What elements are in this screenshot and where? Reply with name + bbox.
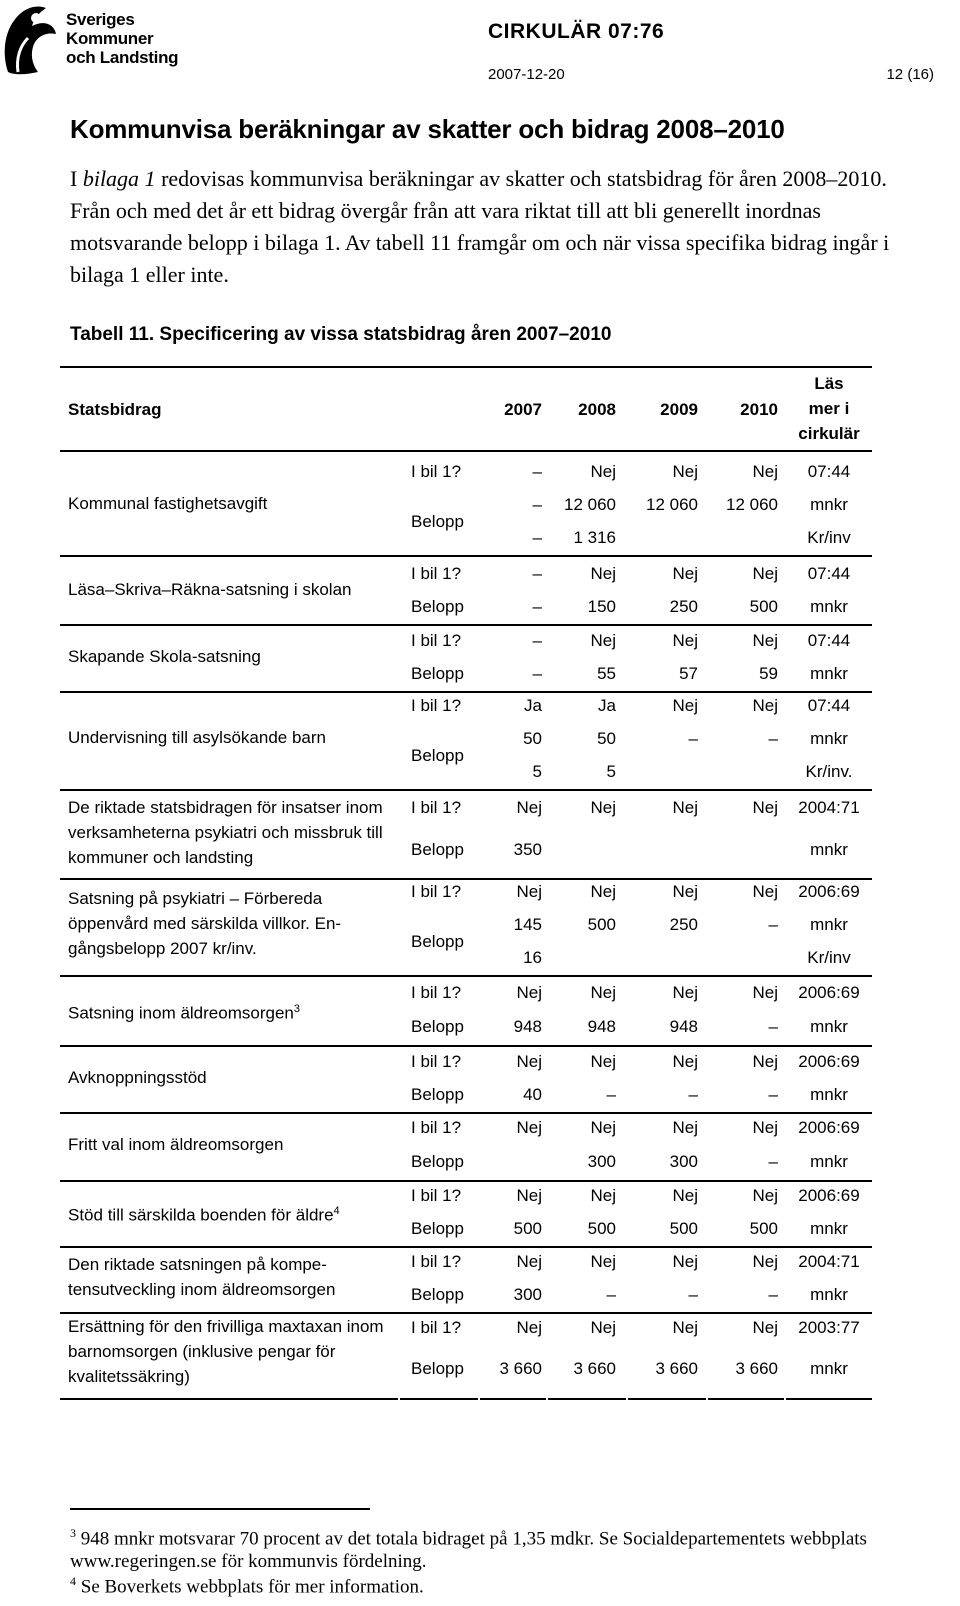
table-cell: Nej [672,1252,698,1271]
table-cell: 5 [532,762,542,781]
table-cell: 2003:77 [798,1318,860,1337]
table-cell: Nej [672,1318,698,1337]
group-name-text: Satsning inom äldreomsorgen [68,1003,294,1023]
table-cell: Ja [524,696,542,715]
table-cell: – [688,729,698,748]
group-name-line: Den riktade satsningen på kompe- [68,1255,327,1274]
table-cell: Nej [752,564,778,583]
table-cell: – [606,1285,616,1304]
table-cell: Nej [752,882,778,901]
table-cell: – [688,1085,698,1104]
table-cell: – [688,1285,698,1304]
table-rule-segment [708,1398,784,1400]
table-cell: Nej [516,1118,542,1137]
table-cell: Kr/inv [807,528,851,547]
table-cell: Nej [516,983,542,1002]
table-cell: 350 [513,840,542,859]
table-cell: Nej [590,1318,616,1337]
table-cell: 50 [523,729,542,748]
row-label: Belopp [411,1152,464,1171]
table-cell: 3 660 [499,1359,542,1378]
table-cell: mnkr [810,915,848,934]
group-name [68,997,388,1026]
table-cell: 500 [749,1219,778,1238]
table-cell: 2006:69 [798,1118,860,1137]
table-cell: Nej [672,696,698,715]
logo-line: Kommuner [66,29,154,48]
table-cell: Kr/inv [807,948,851,967]
circular-number: CIRKULÄR 07:76 [488,20,665,43]
group-name-text: Undervisning till asylsökande barn [68,728,326,747]
table-cell: Nej [752,1052,778,1071]
page-number: 12 (16) [886,66,934,83]
row-label: Belopp [411,840,464,859]
row-label: Belopp [411,664,464,683]
table-cell: – [532,631,542,650]
table-cell: – [768,1085,778,1104]
group-name [68,577,388,602]
row-label: Belopp [411,1359,464,1378]
table-cell: Nej [590,1186,616,1205]
table-rule [60,1246,872,1248]
group-name [68,1199,388,1228]
table-cell: 40 [523,1085,542,1104]
table-cell: 59 [759,664,778,683]
table-cell: mnkr [810,495,848,514]
row-label: Belopp [411,745,464,765]
table-cell: mnkr [810,597,848,616]
table-cell: 948 [669,1017,698,1036]
table-cell: Nej [516,1318,542,1337]
table-cell: Nej [672,1118,698,1137]
table-cell: Nej [752,462,778,481]
section-heading: Kommunvisa beräkningar av skatter och bidrag 2008–2010 [70,114,785,144]
table-cell: Nej [752,798,778,817]
col-header-ref: Läs [814,374,844,393]
table-rule-segment [60,1398,398,1400]
row-label: Belopp [411,1219,464,1238]
table-cell: 3 660 [655,1359,698,1378]
group-name [68,1132,388,1157]
group-name-text: Ersättning för den frivilliga maxtaxan inom barnomsorgen (inklusive pengar för kvalitetssäkring) [68,1316,384,1386]
table-cell: 3 660 [573,1359,616,1378]
group-name [68,644,388,669]
table-cell: Nej [672,1052,698,1071]
row-label: I bil 1? [411,564,462,583]
row-label: I bil 1? [411,1118,462,1137]
table-rule-segment [400,1398,478,1400]
table-cell: Nej [752,1252,778,1271]
table-cell: Nej [590,1052,616,1071]
table-cell: – [768,729,778,748]
table-cell: 500 [587,1219,616,1238]
table-cell: mnkr [810,729,848,748]
table-cell: Nej [672,882,698,901]
table-cell: Nej [516,1052,542,1071]
logo-line: Sveriges [66,10,135,29]
row-label: I bil 1? [411,631,462,650]
table-cell: 07:44 [807,631,851,650]
row-label: Belopp [411,1085,464,1104]
table-rule [60,975,872,977]
table-cell: Nej [590,798,616,817]
table-cell: 250 [669,597,698,616]
row-label: I bil 1? [411,1186,462,1205]
table-rule [60,1180,872,1182]
intro-text-post: redovisas kommunvisa beräkningar av skatter och statsbidrag för åren 2008–2010. Från och med det år ett bidrag övergår från att vara riktat till att bli generellt inordnas motsvarande belopp i bilaga 1. Av tabell 11 framgår om och när vissa specifika bidrag ingår i bilaga 1 eller inte. [70,166,890,287]
row-label: I bil 1? [411,1052,462,1071]
table-cell: 2006:69 [798,1186,860,1205]
table-cell: – [768,1285,778,1304]
table-cell: mnkr [810,1359,848,1378]
col-header-year: 2009 [660,400,698,419]
group-name-text: De riktade statsbidragen för insatser inom verksamheterna psykiatri och missbruk till kommuner och landsting [68,797,383,867]
footnote-4 [70,1570,900,1598]
table-cell: Nej [516,1252,542,1271]
table-cell: Kr/inv. [805,762,853,781]
table-rule [60,691,872,693]
row-label: I bil 1? [411,1318,462,1337]
table-cell: 150 [587,597,616,616]
table-cell: – [532,462,542,481]
table-rule-segment [548,1398,626,1400]
table-rule-segment [628,1398,706,1400]
footnote-number: 4 [70,1574,76,1588]
logo-line: och Landsting [66,48,179,67]
table-cell: – [768,915,778,934]
table-cell: 300 [513,1285,542,1304]
table-cell: 16 [523,948,542,967]
table-cell: 3 660 [735,1359,778,1378]
document-date: 2007-12-20 [488,66,565,83]
table-cell: mnkr [810,1017,848,1036]
group-name [68,725,388,750]
table-cell: Nej [590,882,616,901]
table-rule [60,878,872,880]
row-label: Belopp [411,1285,464,1304]
table-caption: Tabell 11. Specificering av vissa statsbidrag åren 2007–2010 [70,324,612,345]
table-cell: mnkr [810,664,848,683]
table-cell: mnkr [810,1085,848,1104]
col-header-ref: cirkulär [798,424,860,443]
table-cell: Nej [590,462,616,481]
group-name [68,1252,388,1302]
table-cell: Nej [516,882,542,901]
table-cell: 12 060 [646,495,698,514]
table-cell: 948 [513,1017,542,1036]
row-label: I bil 1? [411,696,462,715]
intro-text-pre: I [70,166,83,191]
table-cell: mnkr [810,1219,848,1238]
group-name-line: gångsbelopp 2007 kr/inv. [68,939,257,958]
table-cell: 2006:69 [798,882,860,901]
table-cell: 2006:69 [798,1052,860,1071]
table-cell: – [532,564,542,583]
group-name-line: Satsning på psykiatri – Förbereda [68,889,323,908]
table-cell: 2004:71 [798,798,860,817]
col-header-year: 2010 [740,400,778,419]
table-cell: Nej [752,631,778,650]
col-header-year: 2007 [504,400,542,419]
group-name-text: Stöd till särskilda boenden för äldre [68,1205,334,1225]
group-name-line: öppenvård med särskilda villkor. En- [68,914,342,933]
logo-wordmark [66,10,178,67]
footnote-3 [70,1522,900,1573]
table-rule [60,450,872,452]
table-cell: Nej [516,798,542,817]
footnote-rule [70,1508,370,1510]
table-rule [60,1112,872,1114]
group-name [68,886,388,961]
table-cell: 07:44 [807,696,851,715]
table-rule [60,366,872,368]
table-cell: Ja [598,696,616,715]
table-cell: 07:44 [807,462,851,481]
footnote-ref: 3 [293,1002,300,1015]
col-header-ref: mer i [808,399,850,418]
table-cell: – [768,1017,778,1036]
table-cell: Nej [752,696,778,715]
table-rule [60,624,872,626]
table-cell: 500 [587,915,616,934]
table-cell: 12 060 [564,495,616,514]
table-cell: Nej [590,1252,616,1271]
row-label: I bil 1? [411,798,462,817]
table-cell: Nej [752,1186,778,1205]
table-cell: 2004:71 [798,1252,860,1271]
table-cell: – [606,1085,616,1104]
group-name-text: Kommunal fastighetsavgift [68,494,268,513]
table-cell: Nej [672,1186,698,1205]
intro-text-italic: bilaga 1 [82,166,156,191]
row-label: Belopp [411,597,464,616]
row-label: Belopp [411,1017,464,1036]
table-cell: 500 [669,1219,698,1238]
table-rule [60,555,872,557]
group-name [68,1065,388,1090]
table-cell: mnkr [810,1152,848,1171]
table-cell: Nej [672,983,698,1002]
group-name [68,1314,388,1389]
table-cell: 300 [669,1152,698,1171]
table-cell: 2006:69 [798,983,860,1002]
group-name [68,491,388,516]
col-header-year: 2008 [578,400,616,419]
table-cell: Nej [672,631,698,650]
table-cell: Nej [672,798,698,817]
table-cell: Nej [590,1118,616,1137]
table-cell: 55 [597,664,616,683]
table-rule [60,789,872,791]
table-cell: 57 [679,664,698,683]
footnote-number: 3 [70,1526,76,1540]
row-label: I bil 1? [411,462,462,481]
table-cell: mnkr [810,840,848,859]
table-cell: 1 316 [573,528,616,547]
group-name-line: tensutveckling inom äldreomsorgen [68,1280,336,1299]
table-cell: – [532,597,542,616]
intro-paragraph [70,163,920,291]
table-cell: – [532,528,542,547]
table-cell: 300 [587,1152,616,1171]
row-label: I bil 1? [411,1252,462,1271]
group-name [68,795,388,870]
table-cell: – [532,495,542,514]
table-cell: 50 [597,729,616,748]
table-cell: Nej [752,1318,778,1337]
table-rule [60,1045,872,1047]
footnote-ref: 4 [333,1204,340,1217]
table-rule-segment [480,1398,546,1400]
col-header-statsbidrag: Statsbidrag [68,400,162,419]
row-label: I bil 1? [411,983,462,1002]
table-cell: Nej [590,631,616,650]
row-label: Belopp [411,511,464,531]
footnote-text: Se Boverkets webbplats för mer information. [80,1576,424,1598]
table-cell: Nej [672,462,698,481]
group-name-text: Fritt val inom äldreomsorgen [68,1134,284,1154]
table-cell: 948 [587,1017,616,1036]
row-label: I bil 1? [411,882,462,901]
group-name-text: Skapande Skola-satsning [68,646,261,666]
table-cell: 145 [513,915,542,934]
table-cell: Nej [672,564,698,583]
table-cell: 500 [513,1219,542,1238]
group-name-text: Avknoppningsstöd [68,1067,207,1087]
footnote-text: 948 mnkr motsvarar 70 procent av det totala bidraget på 1,35 mdkr. Se Socialdepartementets webbplats www.regeringen.se för kommunvis fördelning. [70,1528,867,1573]
table-rule-segment [786,1398,872,1400]
table-cell: Nej [752,1118,778,1137]
table-cell: Nej [516,1186,542,1205]
table-cell: 250 [669,915,698,934]
table-cell: Nej [752,983,778,1002]
table-cell: 07:44 [807,564,851,583]
table-cell: mnkr [810,1285,848,1304]
table-cell: Nej [590,564,616,583]
table-cell: 5 [606,762,616,781]
group-name-text: Läsa–Skriva–Räkna-satsning i skolan [68,579,352,599]
table-cell: 12 060 [726,495,778,514]
table-cell: – [532,664,542,683]
row-label: Belopp [411,931,464,951]
table-cell: Nej [590,983,616,1002]
table-cell: – [768,1152,778,1171]
table-cell: 500 [749,597,778,616]
